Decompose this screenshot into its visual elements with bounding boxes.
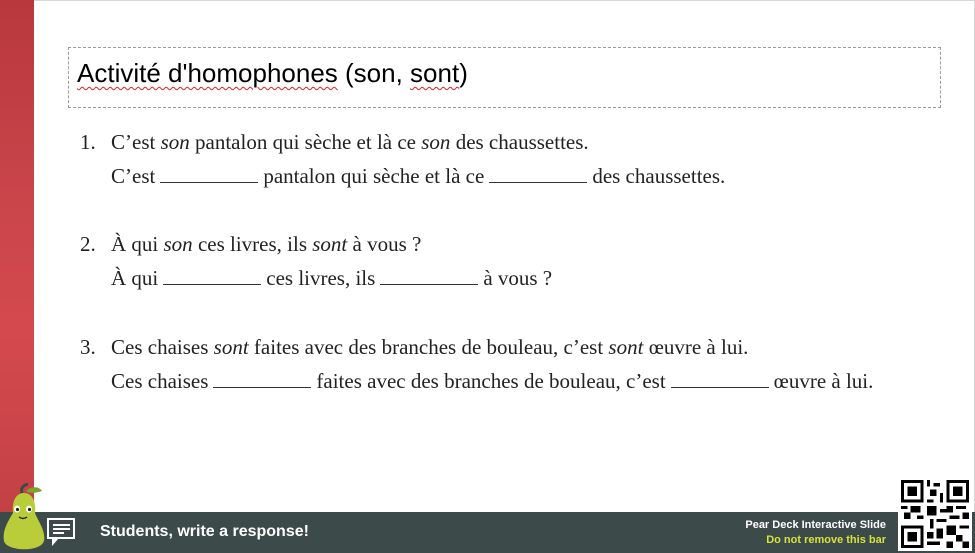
pear-deck-bar <box>0 512 975 553</box>
sentence-text: à vous ? <box>483 266 553 290</box>
sentence-text: Ces chaises <box>111 369 209 393</box>
sentence-text: œuvre à lui. <box>773 369 874 393</box>
homophone-word: son <box>421 130 451 154</box>
sentence-text: œuvre à lui. <box>643 335 749 359</box>
sentence-text: C’est <box>111 164 156 188</box>
response-icon <box>46 516 76 548</box>
deck-note: Do not remove this bar <box>766 534 886 546</box>
title-word-sont: sont <box>410 58 460 88</box>
exercise-number: 2. <box>80 232 96 256</box>
red-side-strip <box>0 0 34 553</box>
sentence-text: faites avec des branches de bouleau, c’est <box>316 369 666 393</box>
exercise-number: 1. <box>80 130 96 154</box>
homophone-word: son <box>163 232 193 256</box>
homophone-word: son <box>160 130 190 154</box>
answer-blank <box>163 267 261 285</box>
pear-logo-icon <box>0 483 48 553</box>
title-placeholder[interactable] <box>68 47 941 108</box>
qr-code-icon[interactable] <box>898 477 972 551</box>
sentence-text: des chaussettes. <box>592 164 726 188</box>
sentence-text: Ces chaises <box>111 335 214 359</box>
homophone-word: sont <box>213 335 249 359</box>
exercise-number: 3. <box>80 335 96 359</box>
sentence-text: ces livres, ils <box>266 266 376 290</box>
sentence-text: ces livres, ils <box>192 232 313 256</box>
homophone-word: sont <box>608 335 644 359</box>
homophone-word: sont <box>312 232 348 256</box>
answer-blank <box>380 267 478 285</box>
sentence-text: faites avec des branches de bouleau, c’est <box>248 335 609 359</box>
deck-title: Pear Deck Interactive Slide <box>745 519 886 531</box>
exercise-sentence <box>80 125 725 159</box>
slide-title <box>77 58 468 89</box>
answer-blank <box>671 370 769 388</box>
response-prompt: Students, write a response! <box>100 523 309 540</box>
title-word-activite: Activité d'homophones <box>77 58 338 88</box>
sentence-text: C’est <box>111 130 161 154</box>
sentence-text: à vous ? <box>347 232 422 256</box>
sentence-text: des chaussettes. <box>450 130 589 154</box>
answer-blank <box>489 165 587 183</box>
exercise-fill-line <box>80 261 552 295</box>
sentence-text: pantalon qui sèche et là ce <box>189 130 422 154</box>
exercise-fill-line <box>80 364 873 398</box>
exercise-sentence <box>80 330 873 364</box>
exercise-1 <box>80 125 725 193</box>
answer-blank <box>160 165 258 183</box>
title-close-paren: ) <box>459 58 468 88</box>
exercise-2 <box>80 227 552 295</box>
sentence-text: pantalon qui sèche et là ce <box>263 164 485 188</box>
sentence-text: À qui <box>111 266 159 290</box>
answer-blank <box>213 370 311 388</box>
exercise-3 <box>80 330 873 398</box>
exercise-sentence <box>80 227 552 261</box>
title-word-son: (son, <box>337 58 411 88</box>
sentence-text: À qui <box>111 232 164 256</box>
exercise-fill-line <box>80 159 725 193</box>
pear-deck-label <box>745 518 886 548</box>
